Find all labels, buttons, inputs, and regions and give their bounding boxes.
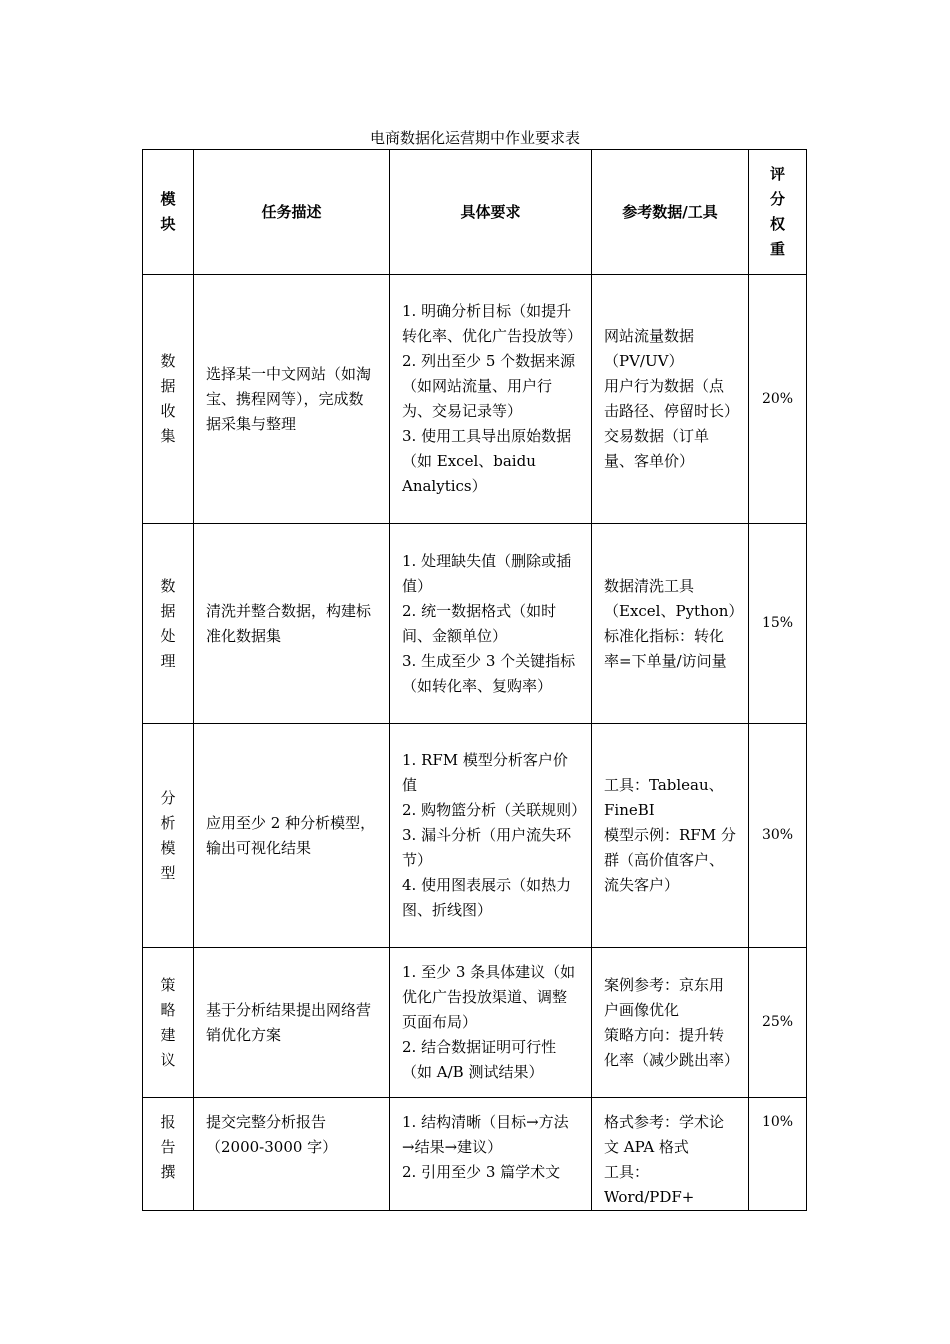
task-cell: 基于分析结果提出网络营销优化方案 <box>194 948 390 1098</box>
requirements-cell: 1. 处理缺失值（删除或插值） 2. 统一数据格式（如时间、金额单位） 3. 生成至少 3 个关键指标（如转化率、复购率） <box>390 524 592 724</box>
weight-cell: 15% <box>749 524 807 724</box>
requirements-table <box>142 149 807 1211</box>
reference-cell: 格式参考：学术论文 APA 格式 工具：Word/PDF+ <box>592 1098 749 1211</box>
document-title: 电商数据化运营期中作业要求表 <box>369 129 580 147</box>
table-row <box>143 724 807 948</box>
weight-cell: 30% <box>749 724 807 948</box>
requirements-cell: 1. RFM 模型分析客户价值 2. 购物篮分析（关联规则） 3. 漏斗分析（用户流失环节） 4. 使用图表展示（如热力图、折线图） <box>390 724 592 948</box>
weight-cell: 25% <box>749 948 807 1098</box>
task-cell: 清洗并整合数据，构建标准化数据集 <box>194 524 390 724</box>
header-weight: 评分权重 <box>749 150 807 275</box>
reference-cell: 数据清洗工具（Excel、Python） 标准化指标：转化率=下单量/访问量 <box>592 524 749 724</box>
header-requirements: 具体要求 <box>390 150 592 275</box>
header-module: 模块 <box>143 150 194 275</box>
module-cell: 数据收集 <box>143 275 194 524</box>
requirements-cell: 1. 至少 3 条具体建议（如优化广告投放渠道、调整页面布局） 2. 结合数据证明可行性（如 A/B 测试结果） <box>390 948 592 1098</box>
requirements-cell: 1. 结构清晰（目标→方法→结果→建议） 2. 引用至少 3 篇学术文 <box>390 1098 592 1211</box>
requirements-cell: 1. 明确分析目标（如提升转化率、优化广告投放等） 2. 列出至少 5 个数据来源（如网站流量、用户行为、交易记录等） 3. 使用工具导出原始数据（如 Excel、baidu Analytics） <box>390 275 592 524</box>
table-row <box>143 275 807 524</box>
header-row <box>143 150 807 275</box>
task-cell: 提交完整分析报告（2000-3000 字） <box>194 1098 390 1211</box>
weight-cell: 20% <box>749 275 807 524</box>
header-task: 任务描述 <box>194 150 390 275</box>
weight-cell: 10% <box>749 1098 807 1211</box>
module-cell: 分析模型 <box>143 724 194 948</box>
task-cell: 应用至少 2 种分析模型，输出可视化结果 <box>194 724 390 948</box>
header-reference: 参考数据/工具 <box>592 150 749 275</box>
module-cell: 策略建议 <box>143 948 194 1098</box>
task-cell: 选择某一中文网站（如淘宝、携程网等），完成数据采集与整理 <box>194 275 390 524</box>
table-row <box>143 524 807 724</box>
module-cell: 数据处理 <box>143 524 194 724</box>
table-row <box>143 1098 807 1211</box>
reference-cell: 案例参考：京东用户画像优化 策略方向：提升转化率（减少跳出率） <box>592 948 749 1098</box>
reference-cell: 工具：Tableau、FineBI 模型示例：RFM 分群（高价值客户、流失客户） <box>592 724 749 948</box>
table-row <box>143 948 807 1098</box>
module-cell: 报告撰 <box>143 1098 194 1211</box>
reference-cell: 网站流量数据（PV/UV） 用户行为数据（点击路径、停留时长） 交易数据（订单量、客单价） <box>592 275 749 524</box>
